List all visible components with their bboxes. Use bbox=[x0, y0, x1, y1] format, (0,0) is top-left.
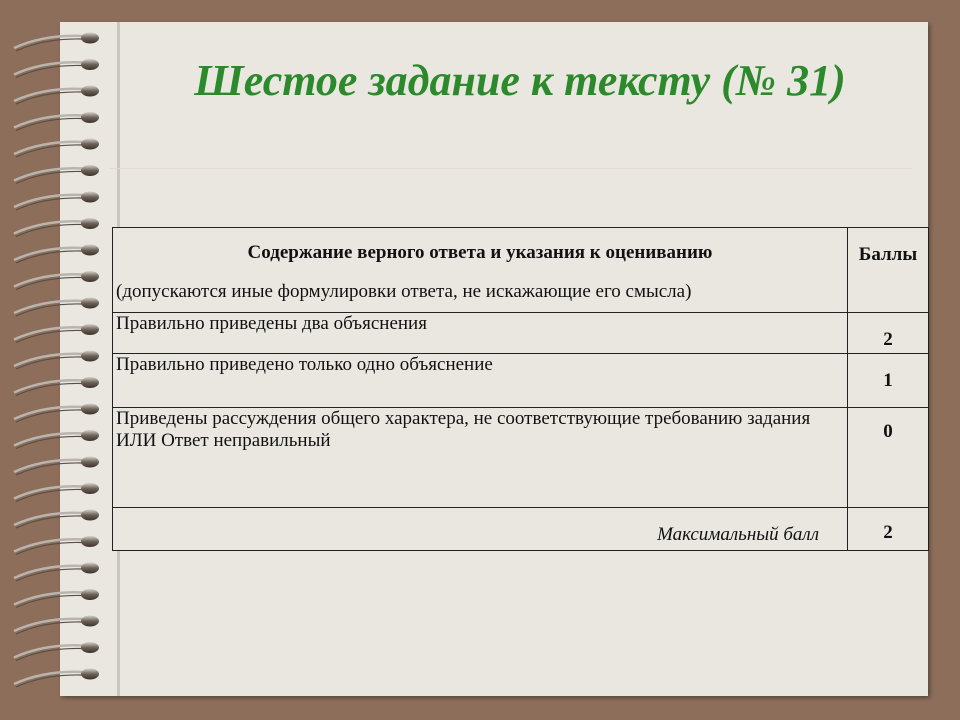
max-score-cell: 2 bbox=[848, 508, 929, 551]
content-header-note: (допускаются иные формулировки ответа, не искажающие его смысла) bbox=[116, 281, 692, 302]
content-header-title: Содержание верного ответа и указания к оцениванию bbox=[247, 242, 713, 263]
points-cell: 0 bbox=[848, 408, 929, 508]
spiral-binding-icon bbox=[0, 0, 110, 720]
spiral-hole bbox=[81, 430, 99, 441]
spiral-coil-shadow bbox=[16, 357, 82, 369]
spiral-coil-wire bbox=[14, 195, 84, 207]
spiral-coil-wire bbox=[14, 36, 84, 48]
spiral-hole bbox=[81, 245, 99, 256]
spiral-coil-wire bbox=[14, 566, 84, 578]
table-row bbox=[113, 508, 929, 551]
spiral-hole bbox=[81, 112, 99, 123]
spiral-coil-wire bbox=[14, 645, 84, 657]
spiral-coil-shadow bbox=[16, 463, 82, 475]
table-row bbox=[113, 313, 929, 354]
spiral-hole bbox=[81, 59, 99, 70]
spiral-hole bbox=[81, 139, 99, 150]
spiral-coil-wire bbox=[14, 433, 84, 445]
spiral-coil-wire bbox=[14, 89, 84, 101]
spiral-coil-shadow bbox=[16, 198, 82, 210]
spiral-coil-shadow bbox=[16, 622, 82, 634]
spiral-hole bbox=[81, 510, 99, 521]
criterion-text: Приведены рассуждения общего характера, не соответствующие требованию задания bbox=[116, 408, 811, 429]
spiral-coil-shadow bbox=[16, 648, 82, 660]
spiral-coil-wire bbox=[14, 592, 84, 604]
spiral-coil-wire bbox=[14, 327, 84, 339]
spiral-coil-shadow bbox=[16, 39, 82, 51]
spiral-hole bbox=[81, 351, 99, 362]
spiral-coil-shadow bbox=[16, 675, 82, 687]
slide-title: Шестое задание к тексту (№ 31) bbox=[194, 56, 846, 105]
spiral-coil-wire bbox=[14, 354, 84, 366]
spiral-coil-wire bbox=[14, 274, 84, 286]
spiral-coil-wire bbox=[14, 301, 84, 313]
spiral-hole bbox=[81, 404, 99, 415]
criterion-cell bbox=[113, 408, 848, 508]
spiral-coil-shadow bbox=[16, 145, 82, 157]
spiral-coil-shadow bbox=[16, 542, 82, 554]
spiral-coil-shadow bbox=[16, 569, 82, 581]
spiral-coil-wire bbox=[14, 142, 84, 154]
spiral-hole bbox=[81, 165, 99, 176]
points-header-cell: Баллы bbox=[848, 228, 929, 313]
spiral-coil-shadow bbox=[16, 330, 82, 342]
spiral-coil-shadow bbox=[16, 595, 82, 607]
spiral-coil-wire bbox=[14, 168, 84, 180]
table-row bbox=[113, 354, 929, 408]
spiral-coil-shadow bbox=[16, 92, 82, 104]
spiral-coil-shadow bbox=[16, 251, 82, 263]
spiral-coil-wire bbox=[14, 513, 84, 525]
spiral-hole bbox=[81, 324, 99, 335]
spiral-hole bbox=[81, 589, 99, 600]
spiral-coil-shadow bbox=[16, 304, 82, 316]
points-cell: 2 bbox=[848, 313, 929, 354]
max-score-label-cell: Максимальный балл bbox=[113, 508, 848, 551]
spiral-hole bbox=[81, 33, 99, 44]
table-header-row bbox=[113, 228, 929, 313]
spiral-hole bbox=[81, 192, 99, 203]
spiral-coil-shadow bbox=[16, 277, 82, 289]
criterion-cell: Правильно приведено только одно объяснение bbox=[113, 354, 848, 408]
spiral-coil-shadow bbox=[16, 489, 82, 501]
spiral-coil-wire bbox=[14, 380, 84, 392]
points-cell: 1 bbox=[848, 354, 929, 408]
spiral-coil-wire bbox=[14, 539, 84, 551]
spiral-hole bbox=[81, 669, 99, 680]
spiral-hole bbox=[81, 536, 99, 547]
spiral-hole bbox=[81, 377, 99, 388]
criterion-cell: Правильно приведены два объяснения bbox=[113, 313, 848, 354]
criterion-alt-text: ИЛИ Ответ неправильный bbox=[116, 430, 331, 451]
spiral-coil-wire bbox=[14, 115, 84, 127]
spiral-coil-wire bbox=[14, 221, 84, 233]
table-row bbox=[113, 408, 929, 508]
spiral-coil-shadow bbox=[16, 171, 82, 183]
spiral-coil-shadow bbox=[16, 410, 82, 422]
spiral-coil-wire bbox=[14, 62, 84, 74]
title-rule-line bbox=[110, 168, 912, 169]
spiral-hole bbox=[81, 271, 99, 282]
spiral-coil-wire bbox=[14, 486, 84, 498]
spiral-coil-shadow bbox=[16, 516, 82, 528]
spiral-hole bbox=[81, 298, 99, 309]
spiral-hole bbox=[81, 563, 99, 574]
spiral-hole bbox=[81, 457, 99, 468]
spiral-coil-wire bbox=[14, 460, 84, 472]
spiral-coil-shadow bbox=[16, 224, 82, 236]
spiral-hole bbox=[81, 616, 99, 627]
spiral-coil-wire bbox=[14, 672, 84, 684]
spiral-hole bbox=[81, 218, 99, 229]
grading-table bbox=[112, 227, 929, 551]
spiral-hole bbox=[81, 86, 99, 97]
spiral-coil-shadow bbox=[16, 436, 82, 448]
content-header-cell bbox=[113, 228, 848, 313]
spiral-coil-wire bbox=[14, 619, 84, 631]
spiral-coil-shadow bbox=[16, 65, 82, 77]
spiral-hole bbox=[81, 642, 99, 653]
spiral-coil-shadow bbox=[16, 383, 82, 395]
spiral-coil-shadow bbox=[16, 118, 82, 130]
spiral-hole bbox=[81, 483, 99, 494]
spiral-coil-wire bbox=[14, 407, 84, 419]
spiral-coil-wire bbox=[14, 248, 84, 260]
